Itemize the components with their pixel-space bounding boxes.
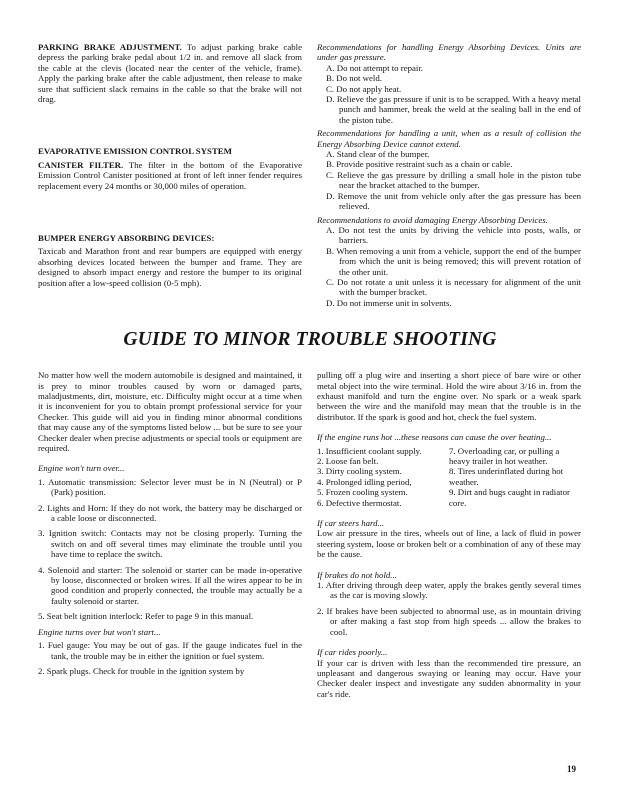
bumper-devices-heading: BUMPER ENERGY ABSORBING DEVICES: (38, 233, 215, 244)
list-item: 2. Spark plugs. Check for trouble in the ignition system by (38, 665, 245, 676)
collision-recommendations-intro: Recommendations for handling a unit, when as a result of collision the Energy Absorbing Device cannot extend. (317, 128, 581, 149)
parking-brake-body: To adjust parking brake cable depress the parking brake pedal about 1/2 in. and remove all slack from the cable at the clevis (located near the center of the vehicle, frame). Apply the parking brake after the cable adjustment, then release to make sure that sufficient slack remains in the cable so that the brake will not drag. (38, 42, 302, 105)
canister-filter-body: The filter in the bottom of the Evaporative Emission Control Canister positioned at front of left inner fender requires replacement every 24 months or 30,000 miles of operation. (38, 159, 303, 191)
list-item: 2. If brakes have been subjected to abnormal use, as in mountain driving or after making a fast stop from high speeds ... allow the brakes to cool. (317, 605, 581, 637)
overheating-list-left (317, 446, 449, 508)
list-item: 5. Seat belt ignition interlock: Refer to page 9 in this manual. (38, 611, 254, 622)
list-item: 9. Dirt and bugs caught in radiator core. (449, 487, 570, 508)
list-item: 1. Automatic transmission: Selector lever must be in N (Neutral) or P (Park) position. (38, 476, 302, 498)
bottom-left-column (38, 370, 302, 676)
list-item: A. Do not test the units by driving the vehicle into posts, walls, or barriers. (326, 224, 581, 246)
brakes-dont-hold-heading: If brakes do not hold... (317, 569, 397, 580)
list-item: 3. Ignition switch: Contacts may not be closing properly. Turning the switch on and off several times may eliminate the trouble until you have time to replace the switch. (38, 528, 302, 560)
trouble-shooting-section (38, 370, 582, 699)
list-item: 6. Defective thermostat. (317, 497, 402, 508)
list-item: D. Relieve the gas pressure if unit is to be scrapped. With a heavy metal punch and hammer, break the weld at the sealing ball in the end of the piston tube. (326, 94, 581, 125)
parking-brake-paragraph (38, 42, 302, 104)
list-item: C. Do not rotate a unit unless it is necessary for alignment of the unit with the bumper bracket. (326, 276, 581, 298)
list-item: 1. Fuel gauge: You may be out of gas. If the gauge indicates fuel in the tank, the trouble may be in either the ignition or fuel system. (38, 640, 302, 661)
list-item: 5. Frozen cooling system. (317, 487, 408, 498)
list-item: 8. Tires underinflated during hot weather. (449, 466, 564, 487)
car-rides-poorly-heading: If car rides poorly... (317, 647, 388, 658)
damage-recommendations-intro: Recommendations to avoid damaging Energy Absorbing Devices. (317, 214, 548, 225)
list-item: 7. Overloading car, or pulling a heavy trailer in hot weather. (449, 445, 560, 466)
car-steers-hard-heading: If car steers hard... (317, 518, 385, 529)
top-left-column (38, 42, 302, 288)
handling-recommendations-intro: Recommendations for handling Energy Absorbing Devices. Units are under gas pressure. (317, 42, 581, 63)
engine-wont-turn-heading: Engine won't turn over... (38, 463, 125, 474)
list-item: D. Do not immerse unit in solvents. (326, 297, 452, 308)
list-item: 2. Lights and Horn: If they do not work, the battery may be discharged or a cable loose or disconnected. (38, 502, 302, 524)
list-item: A. Do not attempt to repair. (326, 62, 423, 73)
engine-turns-wont-start-heading: Engine turns over but won't start... (38, 626, 161, 637)
list-item: 4. Solenoid and starter: The solenoid or starter can be made in-operative by loose, disconnected or broken wires. If all the wires appear to be in good condition and properly connected, the trouble may actually be a faulty solenoid or starter. (38, 564, 302, 606)
list-item: 3. Dirty cooling system. (317, 466, 402, 477)
list-item: D. Remove the unit from vehicle only after the gas pressure has been relieved. (326, 190, 581, 212)
list-item: B. When removing a unit from a vehicle, support the end of the bumper from which the unit is being removed; this will prevent rotation of the other unit. (326, 245, 581, 277)
engine-turns-wont-start-list (38, 640, 302, 676)
collision-recommendations-list (326, 149, 581, 211)
handling-recommendations-list (326, 63, 581, 125)
car-rides-poorly-body: If your car is driven with less than the recommended tire pressure, an unpleasant and dangerous swaying or leaning may occur. Have your Checker dealer inspect and investigate any sudden abnormality in your car's ride. (317, 657, 581, 699)
spark-plug-continuation: pulling off a plug wire and inserting a short piece of bare wire or other metal object into the wire terminal. Hold the wire about 3/16 in. from the exhaust manifold and turn the engine over. No spark or a weak spark between the wire and the manifold may mean that the trouble is in the distributor. If the spark is good and hot, check the fuel system. (317, 370, 581, 422)
list-item: B. Provide positive restraint such as a chain or cable. (326, 159, 513, 170)
top-section (38, 42, 582, 308)
list-item: 2. Loose fan belt. (317, 456, 379, 466)
evap-system-heading: EVAPORATIVE EMISSION CONTROL SYSTEM (38, 146, 232, 157)
list-item: C. Do not apply heat. (326, 83, 402, 94)
list-item: C. Relieve the gas pressure by drilling a small hole in the piston tube near the bracket attached to the bumper. (326, 169, 581, 191)
parking-brake-heading: PARKING BRAKE ADJUSTMENT. (38, 42, 182, 52)
list-item: 1. After driving through deep water, apply the brakes gently several times as the car is moving slowly. (317, 580, 581, 601)
engine-wont-turn-list (38, 477, 302, 622)
list-item: 1. Insufficient coolant supply. (317, 445, 422, 456)
page-number: 19 (567, 764, 576, 774)
brakes-dont-hold-list (317, 580, 581, 637)
overheating-list-right (449, 446, 581, 508)
list-item: 4. Prolonged idling period, (317, 476, 412, 487)
page-title: GUIDE TO MINOR TROUBLE SHOOTING (123, 329, 497, 351)
bottom-right-column (317, 370, 581, 699)
bumper-devices-body: Taxicab and Marathon front and rear bumpers are equipped with energy absorbing devices located between the bumper and frame. They are designed to absorb impact energy and restore the bumper to its original position after a low-speed collision (0-5 mph). (38, 246, 302, 288)
damage-recommendations-list (326, 225, 581, 308)
list-item: B. Do not weld. (326, 73, 382, 84)
list-item: A. Stand clear of the bumper. (326, 149, 430, 160)
canister-filter-heading: CANISTER FILTER. (38, 159, 124, 170)
trouble-shooting-intro: No matter how well the modern automobile is designed and maintained, it is prey to minor troubles caused by worn or damaged parts, maladjustments, dirt, moisture, etc. Difficulty might occur at a time when it is inconvenient for you to obtain prompt professional service for your Checker. This guide will aid you in finding minor abnormal conditions that may cause any of the symptoms listed below ... but be sure to see your Checker dealer when precise adjustments or special tools or equipment are required. (38, 370, 302, 453)
engine-runs-hot-heading: If the engine runs hot ...these reasons can cause the over heating... (317, 432, 552, 443)
car-steers-hard-body: Low air pressure in the tires, wheels out of line, a lack of fluid in power steering system, loose or broken belt or a combination of any of these may be the cause. (317, 528, 581, 560)
overheating-list (317, 446, 581, 508)
canister-filter-paragraph (38, 160, 302, 191)
top-right-column (317, 42, 581, 308)
